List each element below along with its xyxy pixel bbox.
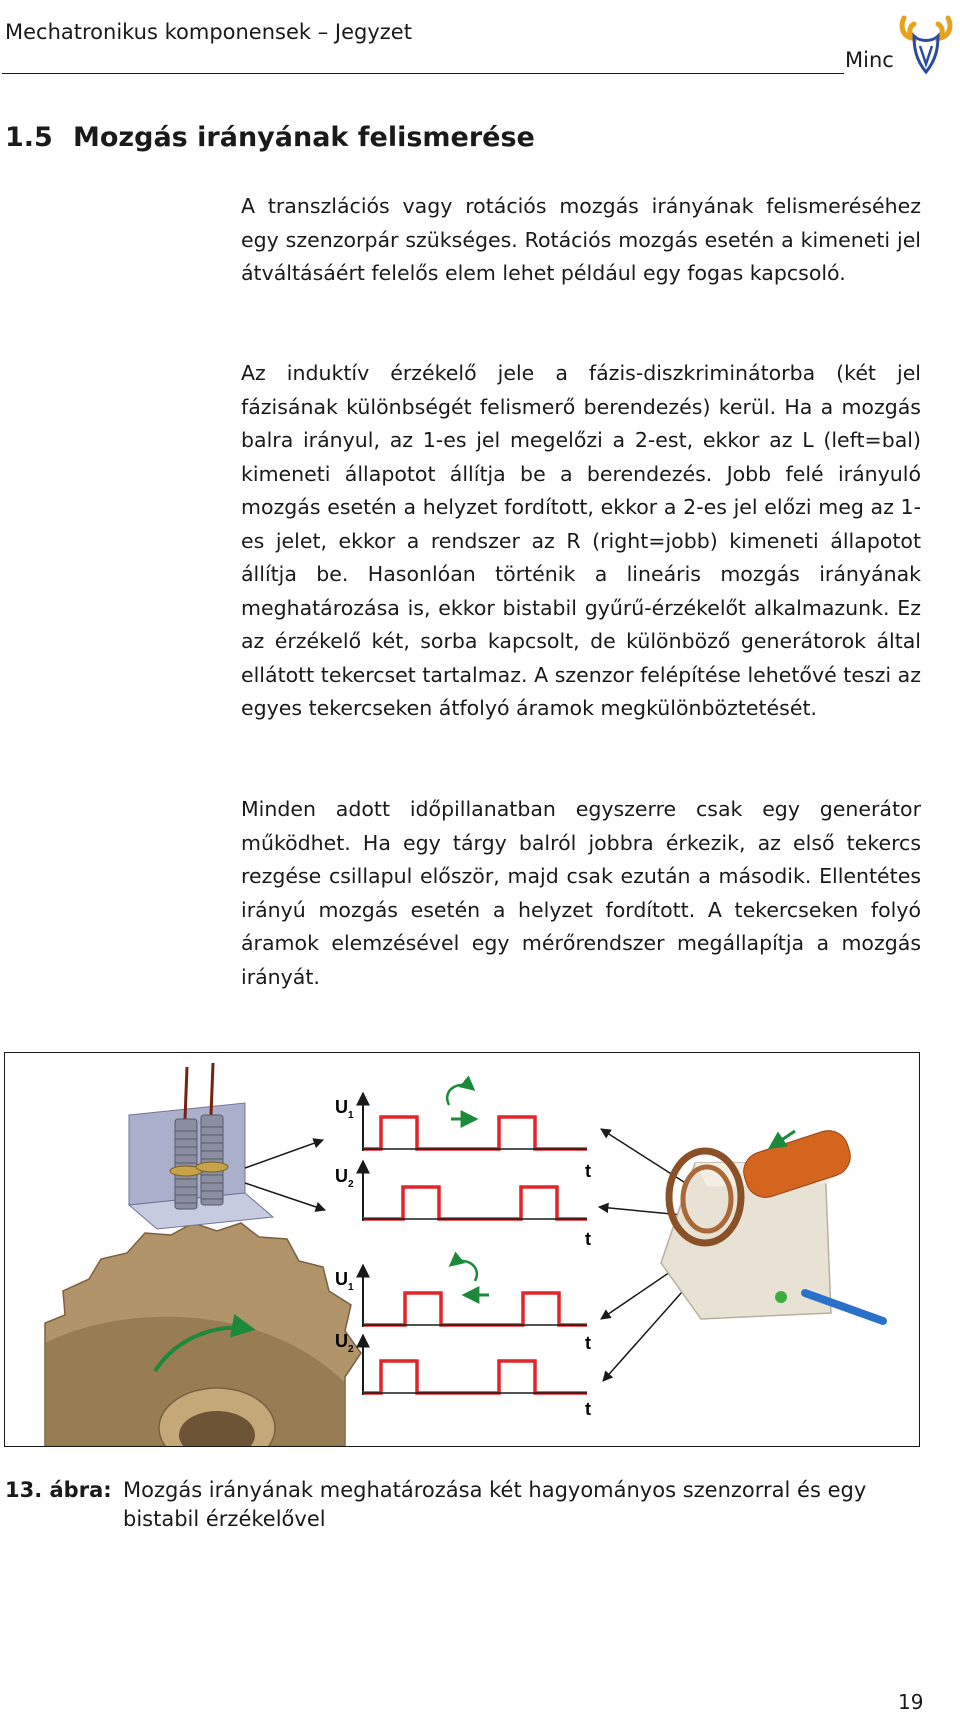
paragraph-text: Minden adott időpillanatban egyszerre csak egy generátor működhet. Ha egy tárgy balról jobbra érkezik, az első tekercs rezgése csillapul először, majd csak ezután a második. Ellentétes irányú mozgás esetén a helyzet fordított. A tekercseken folyó áramok elemzésével egy mérőrendszer megállapítja a mozgás irányát. bbox=[241, 797, 921, 989]
section-heading bbox=[5, 122, 535, 153]
signal-label-u1: $U_1$ bbox=[335, 1269, 354, 1293]
caption-label: 13. ábra: bbox=[5, 1478, 112, 1502]
section-title: Mozgás irányának felismerése bbox=[73, 122, 535, 153]
signal-trace-u1 bbox=[363, 1293, 587, 1325]
paragraph-2 bbox=[241, 357, 921, 726]
caption-text: Mozgás irányának meghatározása két hagyományos szenzorral és egy bistabil érzékelővel bbox=[123, 1478, 867, 1531]
pointer-line bbox=[245, 1140, 323, 1168]
signal-label-u2: $U_2$ bbox=[335, 1166, 354, 1190]
gear-wheel-illustration bbox=[45, 1223, 361, 1446]
header-rule bbox=[2, 73, 844, 74]
signal-trace-u2 bbox=[363, 1361, 587, 1393]
time-label: t bbox=[585, 1333, 591, 1353]
figure-illustration bbox=[5, 1053, 919, 1446]
ring-sensor-illustration bbox=[661, 1125, 883, 1321]
signal-label-u2: $U_2$ bbox=[335, 1331, 354, 1355]
time-label: t bbox=[585, 1399, 591, 1419]
signal-trace-u1 bbox=[363, 1117, 587, 1149]
rotation-arrow-icon bbox=[447, 1085, 473, 1105]
timing-diagram bbox=[335, 1085, 591, 1419]
sensor-bracket-illustration bbox=[129, 1063, 273, 1229]
signal-label-u1: $U_1$ bbox=[335, 1097, 354, 1121]
running-header-brand: Minc bbox=[845, 48, 894, 72]
running-header-title: Mechatronikus komponensek – Jegyzet bbox=[5, 20, 412, 44]
time-label: t bbox=[585, 1229, 591, 1249]
figure-13 bbox=[4, 1052, 920, 1447]
rotation-arrow-icon bbox=[451, 1261, 477, 1281]
bull-logo-icon bbox=[898, 12, 954, 76]
time-label: t bbox=[585, 1161, 591, 1181]
paragraph-3 bbox=[241, 793, 921, 994]
status-led-icon bbox=[775, 1291, 787, 1303]
section-number: 1.5 bbox=[5, 122, 53, 153]
signal-trace-u2 bbox=[363, 1187, 587, 1219]
paragraph-1 bbox=[241, 190, 921, 291]
paragraph-text: A transzlációs vagy rotációs mozgás irányának felismeréséhez egy szenzorpár szükséges. Rotációs mozgás esetén a kimeneti jel átváltásáért felelős elem lehet például egy fogas kapcsoló. bbox=[241, 194, 921, 285]
page-number: 19 bbox=[898, 1690, 924, 1714]
paragraph-text: Az induktív érzékelő jele a fázis-diszkriminátorba (két jel fázisának különbségét felismerő berendezés) kerül. Ha a mozgás balra irányul, az 1-es jel megelőzi a 2-est, ekkor az L (left=bal) kimeneti állapotot állítja be a berendezés. Jobb felé irányuló mozgás esetén a helyzet fordított, ekkor a 2-es jel előzi meg az 1-es jelet, ekkor a rendszer az R (right=jobb) kimeneti állapotot állítja be. Hasonlóan történik a lineáris mozgás irányának meghatározása is, ekkor bistabil gyűrű-érzékelőt alkalmazunk. Ez az érzékelő két, sorba kapcsolt, de különböző generátorok által ellátott tekercset tartalmaz. A szenzor felépítése lehetővé teszi az egyes tekercseken átfolyó áramok megkülönböztetését. bbox=[241, 361, 921, 720]
